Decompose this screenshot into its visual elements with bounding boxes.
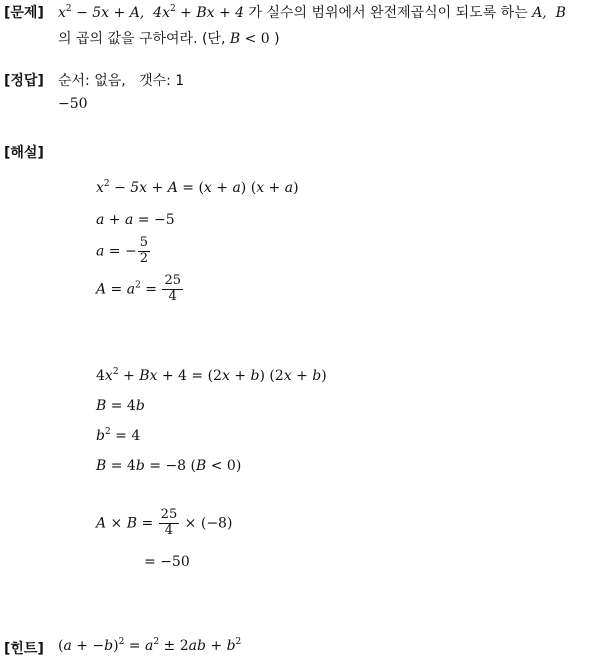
answer-count: 갯수: 1 [139, 73, 185, 89]
solution-step-5: $4x^2 + Bx + 4 = (2x + b) (2x + b)$ [96, 367, 327, 384]
problem-line-2 [58, 28, 280, 48]
problem-line-1 [58, 2, 566, 22]
solution-tag: [해설] [4, 145, 44, 161]
problem-text-1: 가 실수의 범위에서 완전제곱식이 되도록 하는 [248, 5, 528, 21]
hint-tag: [힌트] [4, 641, 44, 657]
problem-condition: B < 0 [229, 31, 270, 47]
answer-order: 순서: 없음, [58, 73, 126, 89]
problem-tag: [문제] [4, 5, 44, 21]
solution-step-4: $A = a^2$ = $\frac{25}{4}$ [96, 273, 182, 304]
answer-meta [58, 70, 184, 90]
solution-step-10: = −50 [144, 554, 190, 570]
solution-step-8: B = 4b = −8 (B < 0) [96, 458, 242, 474]
solution-step-1: $x^2 - 5x + A = (x + a) (x + a)$ [96, 179, 299, 196]
problem-text-2: 의 곱의 값을 구하여라. (단, [58, 31, 226, 47]
problem-expr-1: $x^2 - 5x + A$, $4x^2 + Bx + 4$ [58, 4, 245, 21]
solution-step-6: B = 4b [96, 398, 145, 414]
solution-step-2: a + a = −5 [96, 212, 175, 228]
solution-step-7: $b^2 = 4$ [96, 427, 141, 444]
problem-vars: A, B [532, 5, 566, 21]
solution-step-3: a = − $\frac{5}{2}$ [96, 235, 148, 266]
answer-tag: [정답] [4, 73, 44, 89]
answer-value: −50 [58, 96, 88, 112]
solution-step-9: A × B = $\frac{25}{4}$ × (−8) [96, 507, 233, 538]
hint-formula: $(a + -b)^2 = a^2 \pm 2ab + b^2$ [58, 637, 242, 654]
problem-text-2-end: ) [274, 31, 280, 47]
